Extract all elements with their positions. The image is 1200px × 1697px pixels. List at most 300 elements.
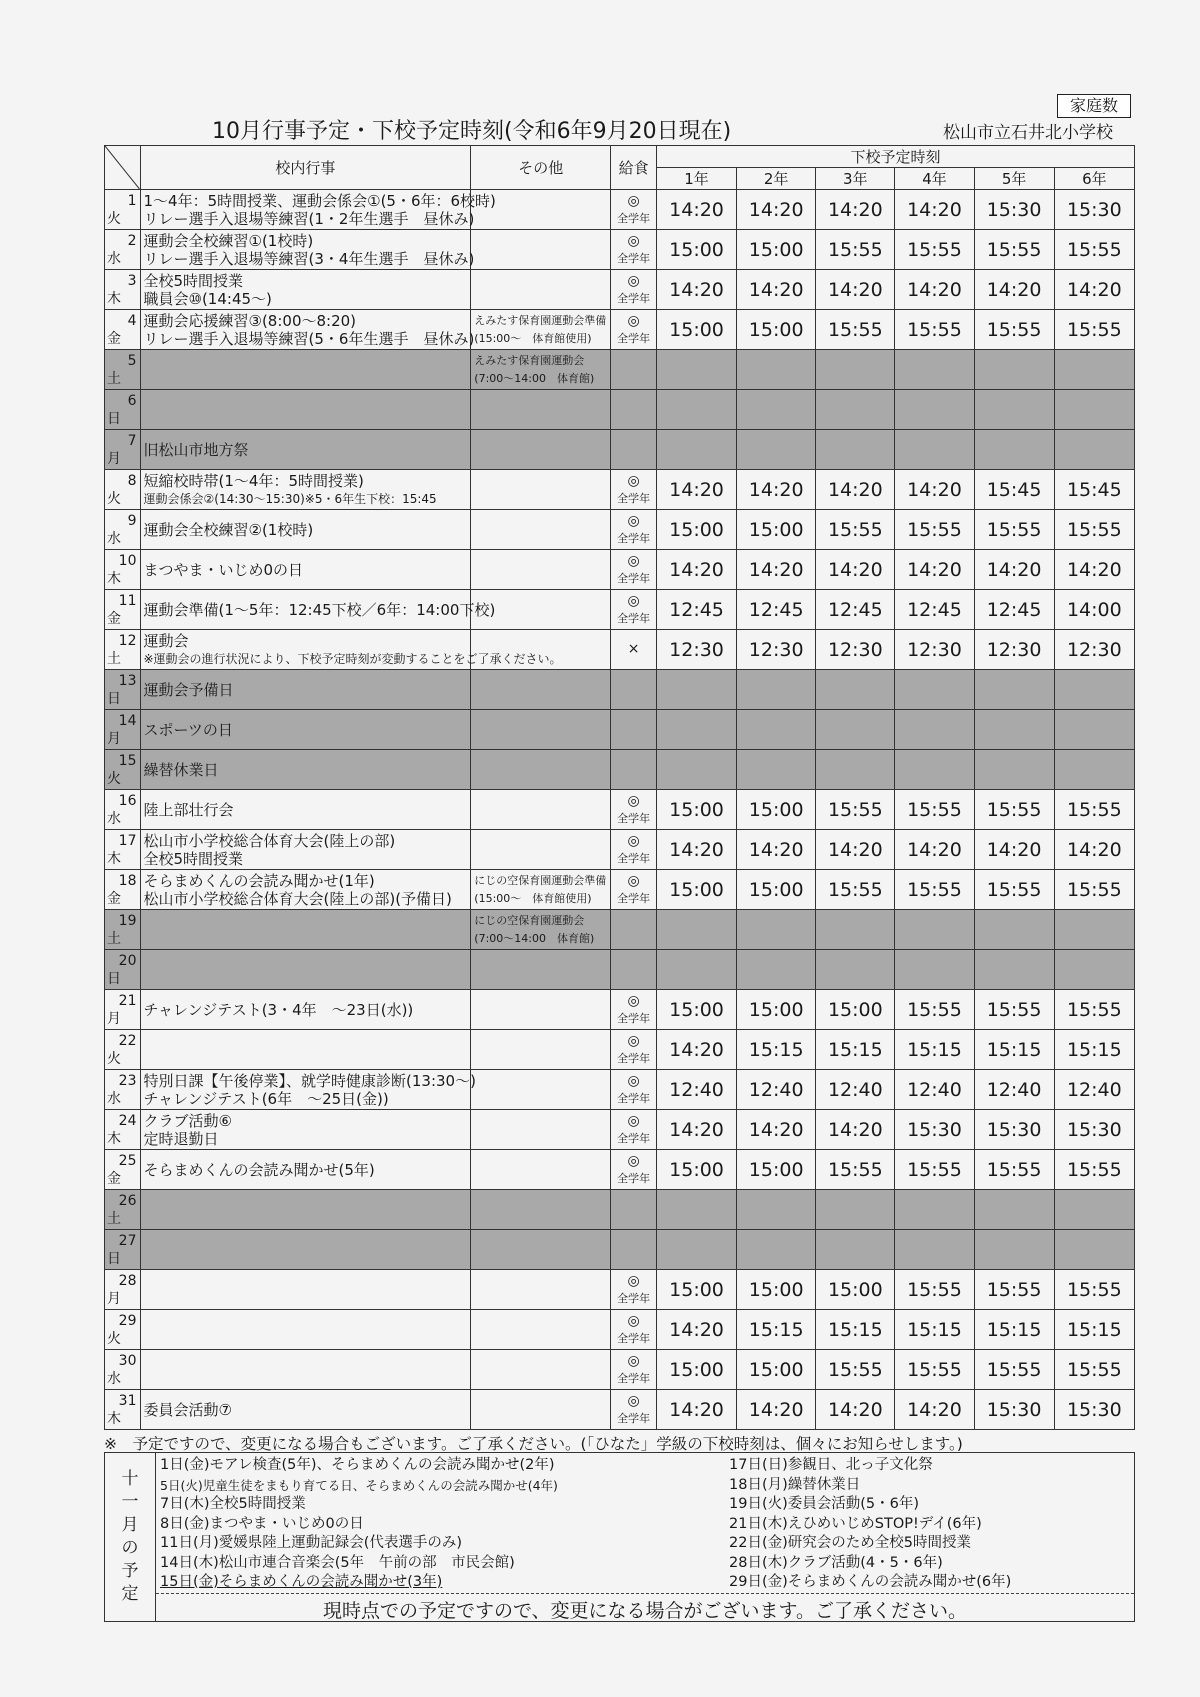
dismissal-time: 15:55 — [974, 310, 1054, 350]
dismissal-time — [737, 1190, 816, 1230]
weekday: 金 — [107, 610, 121, 627]
other-cell — [471, 1390, 611, 1430]
weekday: 月 — [107, 730, 121, 747]
dismissal-time: 14:20 — [816, 1390, 895, 1430]
dismissal-time: 15:55 — [1054, 310, 1134, 350]
events-cell — [140, 590, 496, 630]
dismissal-time: 15:00 — [737, 230, 816, 270]
events-cell — [140, 270, 471, 310]
day-number: 21 — [118, 992, 137, 1009]
lunch-mark: ◎ — [627, 1032, 640, 1049]
weekday: 金 — [107, 330, 121, 347]
dismissal-time: 15:55 — [816, 310, 895, 350]
dismissal-time: 15:00 — [737, 310, 816, 350]
table-row — [105, 750, 1135, 790]
events-cell — [140, 950, 471, 990]
dismissal-time — [816, 390, 895, 430]
dismissal-time — [895, 950, 974, 990]
event-text: 全校5時間授業 — [143, 271, 244, 290]
table-row — [105, 1070, 1135, 1110]
col-header-dismissal: 下校予定時刻 — [656, 146, 1134, 168]
november-item: 29日(金)そらまめくんの会読み聞かせ(6年) — [729, 1574, 1012, 1590]
lunch-mark: ◎ — [627, 792, 640, 809]
lunch-cell — [611, 390, 657, 430]
lunch-cell — [611, 910, 657, 950]
day-number: 25 — [118, 1152, 137, 1169]
lunch-grades: 全学年 — [617, 491, 651, 505]
events-cell — [140, 310, 475, 350]
dismissal-time — [895, 350, 974, 390]
date-cell — [105, 990, 141, 1030]
lunch-grades: 全学年 — [617, 1091, 651, 1105]
event-text: リレー選手入退場等練習(3・4年生選手 昼休み) — [143, 249, 475, 268]
dismissal-time: 14:20 — [1054, 550, 1134, 590]
dismissal-time — [737, 430, 816, 470]
weekday: 木 — [107, 850, 121, 867]
dismissal-time — [1054, 1230, 1134, 1270]
dismissal-time: 14:20 — [816, 830, 895, 870]
col-header-grade: 4年 — [895, 168, 974, 190]
dismissal-time: 14:20 — [895, 270, 974, 310]
weekday: 日 — [107, 410, 121, 427]
lunch-cell — [611, 750, 657, 790]
dismissal-time: 15:45 — [1054, 470, 1134, 510]
dismissal-time: 12:30 — [656, 630, 736, 670]
table-row — [105, 910, 1135, 950]
day-number: 11 — [118, 592, 137, 609]
dismissal-time: 15:55 — [1054, 1270, 1134, 1310]
date-cell — [105, 590, 141, 630]
dismissal-time: 15:55 — [816, 870, 895, 910]
weekday: 土 — [107, 1210, 121, 1227]
day-number: 3 — [127, 272, 137, 289]
dismissal-time: 15:55 — [895, 510, 974, 550]
dismissal-time: 15:30 — [974, 1110, 1054, 1150]
event-text: 運動会予備日 — [143, 680, 234, 699]
other-cell — [471, 830, 611, 870]
dismissal-time — [895, 910, 974, 950]
day-number: 27 — [118, 1232, 137, 1249]
events-cell — [140, 1310, 471, 1350]
lunch-grades: 全学年 — [617, 891, 651, 905]
date-cell — [105, 1350, 141, 1390]
lunch-mark: ◎ — [627, 192, 640, 209]
dismissal-time: 15:00 — [737, 1150, 816, 1190]
day-number: 26 — [118, 1192, 137, 1209]
lunch-cell — [611, 590, 657, 630]
dismissal-time: 14:20 — [737, 1110, 816, 1150]
events-cell — [140, 350, 471, 390]
lunch-cell — [611, 870, 657, 910]
lunch-mark: ◎ — [627, 1312, 640, 1329]
november-item: 17日(日)参観日、北っ子文化祭 — [729, 1457, 933, 1473]
dismissal-time: 15:55 — [895, 870, 974, 910]
date-cell — [105, 510, 141, 550]
other-cell — [471, 270, 611, 310]
events-cell — [140, 990, 471, 1030]
dismissal-time: 15:55 — [974, 1150, 1054, 1190]
events-cell — [140, 670, 471, 710]
event-text: 全校5時間授業 — [143, 849, 244, 868]
events-cell — [140, 750, 471, 790]
corner-slash-icon — [105, 146, 140, 189]
date-cell — [105, 190, 141, 230]
weekday: 日 — [107, 1250, 121, 1267]
dismissal-time: 15:00 — [737, 510, 816, 550]
date-cell — [105, 1390, 141, 1430]
november-list-right — [729, 1456, 1129, 1593]
dismissal-time — [656, 1190, 736, 1230]
dismissal-time: 12:30 — [895, 630, 974, 670]
weekday: 月 — [107, 1290, 121, 1307]
dismissal-time — [737, 750, 816, 790]
events-cell — [140, 190, 496, 230]
dismissal-time — [737, 670, 816, 710]
dismissal-time: 14:20 — [656, 1110, 736, 1150]
other-cell — [471, 310, 611, 350]
dismissal-time: 15:00 — [656, 990, 736, 1030]
day-number: 18 — [118, 872, 137, 889]
dismissal-time: 15:55 — [895, 1270, 974, 1310]
dismissal-time: 15:15 — [974, 1030, 1054, 1070]
lunch-cell — [611, 550, 657, 590]
events-cell — [140, 1030, 471, 1070]
dismissal-time: 12:45 — [737, 590, 816, 630]
dismissal-time: 15:00 — [656, 1270, 736, 1310]
lunch-grades: 全学年 — [617, 531, 651, 545]
header-corner — [105, 146, 141, 190]
day-number: 20 — [118, 952, 137, 969]
lunch-grades: 全学年 — [617, 1371, 651, 1385]
dismissal-time — [816, 950, 895, 990]
event-text: そらまめくんの会読み聞かせ(1年) — [143, 871, 375, 890]
events-cell — [140, 630, 562, 670]
table-row — [105, 830, 1135, 870]
other-cell — [471, 710, 611, 750]
november-item: 8日(金)まつやま・いじめ0の日 — [160, 1515, 364, 1532]
dismissal-time — [656, 910, 736, 950]
dismissal-time — [974, 910, 1054, 950]
lunch-mark: × — [627, 641, 640, 657]
table-row — [105, 950, 1135, 990]
dismissal-time: 15:00 — [737, 1270, 816, 1310]
other-cell — [471, 430, 611, 470]
events-cell — [140, 390, 471, 430]
weekday: 土 — [107, 650, 121, 667]
dismissal-time: 15:00 — [737, 990, 816, 1030]
other-text: (7:00～14:00 体育館) — [474, 931, 595, 945]
table-row — [105, 350, 1135, 390]
dismissal-time: 15:00 — [656, 510, 736, 550]
november-final-note: 現時点での予定ですので、変更になる場合がございます。ご了承ください。 — [322, 1600, 968, 1622]
dismissal-time: 15:00 — [737, 1350, 816, 1390]
lunch-grades: 全学年 — [617, 291, 651, 305]
events-cell — [140, 230, 475, 270]
table-row — [105, 990, 1135, 1030]
date-cell — [105, 1270, 141, 1310]
dismissal-time — [656, 350, 736, 390]
dismissal-time: 14:20 — [737, 550, 816, 590]
table-row — [105, 1270, 1135, 1310]
dismissal-time: 15:30 — [895, 1110, 974, 1150]
weekday: 木 — [107, 1130, 121, 1147]
dismissal-time: 15:15 — [816, 1310, 895, 1350]
day-number: 31 — [118, 1392, 137, 1409]
dismissal-time: 14:20 — [737, 470, 816, 510]
other-cell — [471, 910, 611, 950]
event-text: 委員会活動⑦ — [143, 1400, 232, 1419]
day-number: 2 — [127, 232, 137, 249]
table-row — [105, 310, 1135, 350]
day-number: 9 — [127, 512, 137, 529]
table-row — [105, 550, 1135, 590]
dismissal-time: 15:00 — [816, 1270, 895, 1310]
lunch-mark: ◎ — [627, 1072, 640, 1089]
other-cell — [471, 350, 611, 390]
other-cell — [471, 510, 611, 550]
page-title: 10月行事予定・下校予定時刻(令和6年9月20日現在) — [212, 119, 732, 144]
lunch-mark: ◎ — [627, 1112, 640, 1129]
other-cell — [471, 1310, 611, 1350]
dismissal-time — [895, 670, 974, 710]
dismissal-time: 15:55 — [816, 1350, 895, 1390]
events-cell — [140, 470, 471, 510]
dismissal-time — [816, 910, 895, 950]
dismissal-time: 15:30 — [1054, 1390, 1134, 1430]
weekday: 日 — [107, 690, 121, 707]
event-text: 運動会 — [143, 631, 189, 650]
dismissal-time: 15:30 — [1054, 190, 1134, 230]
table-row — [105, 630, 1135, 670]
lunch-grades: 全学年 — [617, 1051, 651, 1065]
dismissal-time — [895, 1230, 974, 1270]
lunch-mark: ◎ — [627, 992, 640, 1009]
dismissal-time — [737, 950, 816, 990]
date-cell — [105, 310, 141, 350]
dismissal-time: 15:15 — [737, 1030, 816, 1070]
other-cell — [471, 1110, 611, 1150]
lunch-cell — [611, 270, 657, 310]
dismissal-time: 15:55 — [1054, 790, 1134, 830]
lunch-cell — [611, 1150, 657, 1190]
dismissal-time — [656, 710, 736, 750]
other-cell — [471, 790, 611, 830]
weekday: 木 — [107, 570, 121, 587]
november-item: 18日(月)繰替休業日 — [729, 1476, 861, 1493]
dismissal-time — [974, 390, 1054, 430]
dismissal-time — [816, 750, 895, 790]
november-item: 5日(火)児童生徒をまもり育てる日、そらまめくんの会読み聞かせ(4年) — [160, 1477, 558, 1493]
event-text: 職員会⑩(14:45～) — [143, 289, 272, 308]
dismissal-time: 12:30 — [816, 630, 895, 670]
lunch-grades: 全学年 — [617, 571, 651, 585]
dismissal-time: 15:55 — [1054, 1350, 1134, 1390]
event-text: そらまめくんの会読み聞かせ(5年) — [143, 1160, 375, 1179]
col-header-lunch: 給食 — [611, 146, 657, 190]
date-cell — [105, 870, 141, 910]
dismissal-time: 14:20 — [816, 1110, 895, 1150]
dismissal-time: 14:20 — [816, 190, 895, 230]
dismissal-time: 12:30 — [737, 630, 816, 670]
dismissal-time: 15:00 — [737, 790, 816, 830]
dismissal-time — [895, 430, 974, 470]
date-cell — [105, 910, 141, 950]
dismissal-time: 15:00 — [656, 1150, 736, 1190]
lunch-grades: 全学年 — [617, 611, 651, 625]
dismissal-time: 14:20 — [737, 1390, 816, 1430]
day-number: 19 — [118, 912, 137, 929]
weekday: 月 — [107, 1010, 121, 1027]
dismissal-time: 15:55 — [1054, 510, 1134, 550]
dismissal-time: 12:45 — [656, 590, 736, 630]
date-cell — [105, 1190, 141, 1230]
other-cell — [471, 1070, 611, 1110]
dismissal-time: 14:20 — [737, 190, 816, 230]
november-item: 1日(金)モアレ検査(5年)、そらまめくんの会読み聞かせ(2年) — [160, 1457, 555, 1473]
dismissal-time: 15:55 — [974, 230, 1054, 270]
table-row — [105, 710, 1135, 750]
lunch-cell — [611, 1270, 657, 1310]
other-cell — [471, 870, 611, 910]
day-number: 30 — [118, 1352, 137, 1369]
dismissal-time: 15:55 — [895, 1350, 974, 1390]
dismissal-time: 14:20 — [656, 270, 736, 310]
events-cell — [140, 830, 471, 870]
table-row — [105, 1030, 1135, 1070]
date-cell — [105, 1150, 141, 1190]
dismissal-time — [816, 1190, 895, 1230]
table-row — [105, 1310, 1135, 1350]
dismissal-time: 14:20 — [656, 1390, 736, 1430]
lunch-mark: ◎ — [627, 872, 640, 889]
events-cell — [140, 710, 471, 750]
date-cell — [105, 790, 141, 830]
day-number: 12 — [118, 632, 137, 649]
table-row — [105, 1110, 1135, 1150]
dismissal-time — [974, 350, 1054, 390]
dismissal-time — [816, 670, 895, 710]
events-cell — [140, 1110, 471, 1150]
dismissal-time — [974, 950, 1054, 990]
other-cell — [471, 670, 611, 710]
other-text: (15:00～ 体育館使用) — [474, 331, 592, 345]
table-row — [105, 1350, 1135, 1390]
dismissal-time: 15:15 — [816, 1030, 895, 1070]
lunch-grades: 全学年 — [617, 251, 651, 265]
table-row — [105, 470, 1135, 510]
other-text: えみたす保育園運動会準備 — [474, 313, 607, 327]
day-number: 17 — [118, 832, 137, 849]
weekday: 水 — [107, 810, 121, 827]
dismissal-time: 12:30 — [974, 630, 1054, 670]
dismissal-time: 14:00 — [1054, 590, 1134, 630]
lunch-mark: ◎ — [627, 472, 640, 489]
lunch-cell — [611, 350, 657, 390]
lunch-mark: ◎ — [627, 1272, 640, 1289]
divider — [156, 1593, 1134, 1594]
date-cell — [105, 1310, 141, 1350]
other-cell — [471, 390, 611, 430]
lunch-grades: 全学年 — [617, 331, 651, 345]
dismissal-time: 15:55 — [1054, 230, 1134, 270]
lunch-cell — [611, 230, 657, 270]
dismissal-time — [974, 710, 1054, 750]
other-cell — [471, 1030, 611, 1070]
event-text: スポーツの日 — [143, 720, 233, 739]
event-text: まつやま・いじめ0の日 — [143, 560, 304, 579]
dismissal-time — [737, 350, 816, 390]
lunch-cell — [611, 670, 657, 710]
events-cell — [140, 910, 471, 950]
november-label-char: 月 — [121, 1515, 139, 1535]
lunch-cell — [611, 1350, 657, 1390]
dismissal-time: 15:55 — [1054, 870, 1134, 910]
dismissal-time: 14:20 — [816, 470, 895, 510]
dismissal-time — [1054, 710, 1134, 750]
dismissal-time — [656, 390, 736, 430]
dismissal-time: 15:55 — [895, 990, 974, 1030]
day-number: 4 — [127, 312, 137, 329]
dismissal-time: 15:55 — [895, 230, 974, 270]
weekday: 木 — [107, 1410, 121, 1427]
dismissal-time: 14:20 — [974, 270, 1054, 310]
dismissal-time: 14:20 — [656, 190, 736, 230]
lunch-grades: 全学年 — [617, 851, 651, 865]
dismissal-time: 15:00 — [656, 790, 736, 830]
november-label-char: 定 — [121, 1584, 139, 1604]
col-header-grade: 3年 — [816, 168, 895, 190]
day-number: 5 — [127, 352, 137, 369]
dismissal-time: 14:20 — [974, 550, 1054, 590]
dismissal-time: 14:20 — [816, 550, 895, 590]
lunch-cell — [611, 990, 657, 1030]
dismissal-time: 15:55 — [1054, 990, 1134, 1030]
events-cell — [140, 1350, 471, 1390]
lunch-grades: 全学年 — [617, 1011, 651, 1025]
dismissal-time: 15:15 — [974, 1310, 1054, 1350]
dismissal-time — [656, 750, 736, 790]
lunch-cell — [611, 710, 657, 750]
day-number: 23 — [118, 1072, 137, 1089]
november-item: 11日(月)愛媛県陸上運動記録会(代表選手のみ) — [160, 1535, 463, 1551]
lunch-grades: 全学年 — [617, 811, 651, 825]
lunch-grades: 全学年 — [617, 211, 651, 225]
day-number: 8 — [127, 472, 137, 489]
dismissal-time: 15:55 — [895, 790, 974, 830]
lunch-mark: ◎ — [627, 1152, 640, 1169]
dismissal-time — [656, 670, 736, 710]
dismissal-time: 14:20 — [895, 190, 974, 230]
dismissal-time: 15:55 — [895, 310, 974, 350]
weekday: 水 — [107, 530, 121, 547]
table-row — [105, 1150, 1135, 1190]
event-text: ※運動会の進行状況により、下校予定時刻が変動することをご了承ください。 — [143, 651, 562, 666]
dismissal-time: 14:20 — [656, 550, 736, 590]
lunch-cell — [611, 950, 657, 990]
dismissal-time — [656, 950, 736, 990]
col-header-grade: 5年 — [974, 168, 1054, 190]
dismissal-time: 14:20 — [1054, 830, 1134, 870]
event-text: 運動会係会②(14:30～15:30)※5・6年生下校：15:45 — [143, 491, 437, 506]
event-text: チャレンジテスト(6年 ～25日(金)) — [143, 1089, 389, 1108]
date-cell — [105, 710, 141, 750]
dismissal-time: 15:00 — [737, 870, 816, 910]
dismissal-time: 12:40 — [816, 1070, 895, 1110]
dismissal-time — [895, 390, 974, 430]
table-row — [105, 1190, 1135, 1230]
day-number: 15 — [118, 752, 137, 769]
day-number: 28 — [118, 1272, 137, 1289]
